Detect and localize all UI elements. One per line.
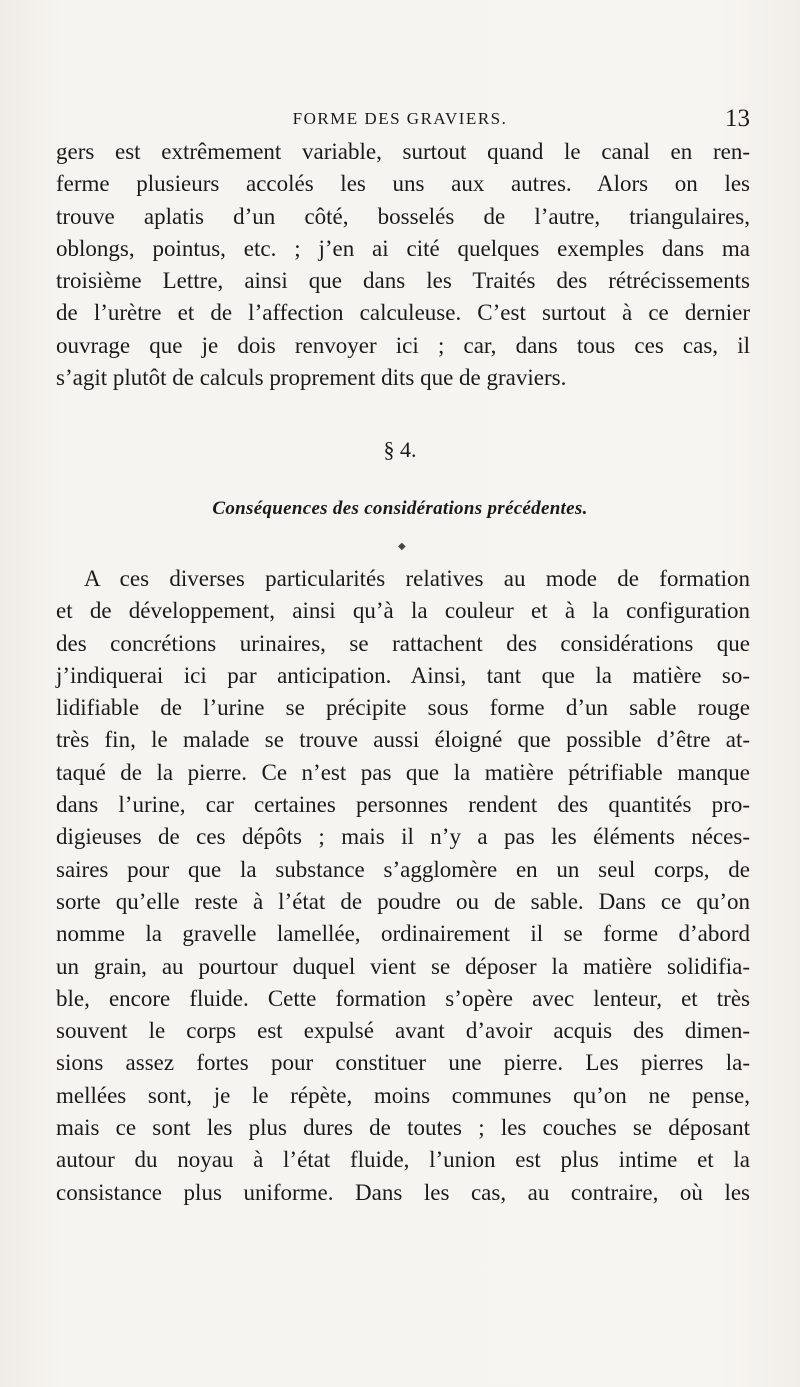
running-head — [40, 107, 760, 137]
text-line: mais ce sont les plus dures de toutes ; les couches se déposant — [56, 1115, 750, 1141]
text-line: A ces diverses particularités relatives au mode de formation — [84, 566, 750, 591]
text-line: très fin, le malade se trouve aussi éloigné que possible d’être at- — [56, 727, 750, 753]
paragraph-main — [56, 563, 750, 1209]
text-line: j’indiquerai ici par anticipation. Ainsi, tant que la matière so- — [56, 662, 750, 688]
text-line: nomme la gravelle lamellée, ordinairement il se forme d’abord — [56, 921, 750, 947]
paragraph-continued — [56, 136, 750, 394]
section-number: § 4. — [383, 437, 417, 462]
text-line: des concrétions urinaires, se rattachent des considérations que — [56, 630, 750, 656]
text-line: trouve aplatis d’un côté, bosselés de l’autre, triangulaires, — [56, 203, 750, 229]
text-line: mellées sont, je le répète, moins communes qu’on ne pense, — [56, 1082, 750, 1108]
text-line: troisième Lettre, ainsi que dans les Traités des rétrécissements — [56, 268, 750, 294]
text-line: ferme plusieurs accolés les uns aux autres. Alors on les — [56, 171, 750, 197]
text-line: ouvrage que je dois renvoyer ici ; car, dans tous ces cas, il — [56, 332, 750, 358]
text-line: de l’urètre et de l’affection calculeuse. C’est surtout à ce dernier — [56, 300, 750, 326]
text-line: digieuses de ces dépôts ; mais il n’y a pas les éléments néces- — [56, 824, 750, 850]
text-line: souvent le corps est expulsé avant d’avoir acquis des dimen- — [56, 1018, 750, 1044]
text-line: dans l’urine, car certaines personnes rendent des quantités pro- — [56, 792, 750, 818]
running-title: FORME DES GRAVIERS. — [292, 109, 508, 128]
text-line: taqué de la pierre. Ce n’est pas que la matière pétrifiable manque — [56, 759, 750, 785]
section-title: Conséquences des considérations précédentes. — [212, 498, 588, 519]
text-line: s’agit plutôt de calculs proprement dits que de graviers. — [56, 365, 567, 391]
text-line: sions assez fortes pour constituer une pierre. Les pierres la- — [56, 1050, 750, 1076]
text-line: consistance plus uniforme. Dans les cas, au contraire, où les — [56, 1179, 750, 1205]
text-line: un grain, au pourtour duquel vient se déposer la matière solidifia- — [56, 953, 750, 979]
text-line: gers est extrêmement variable, surtout quand le canal en ren- — [56, 139, 750, 164]
text-line: ble, encore fluide. Cette formation s’opère avec lenteur, et très — [56, 985, 750, 1011]
text-line: oblongs, pointus, etc. ; j’en ai cité quelques exemples dans ma — [56, 235, 750, 261]
text-line: lidifiable de l’urine se précipite sous forme d’un sable rouge — [56, 695, 750, 721]
page-number: 13 — [725, 105, 750, 132]
text-line: sorte qu’elle reste à l’état de poudre ou de sable. Dans ce qu’on — [56, 888, 750, 914]
text-line: saires pour que la substance s’agglomère en un seul corps, de — [56, 856, 750, 882]
text-line: et de développement, ainsi qu’à la couleur et à la configuration — [56, 598, 750, 624]
text-line: autour du noyau à l’état fluide, l’union est plus intime et la — [56, 1147, 750, 1173]
ornament-mark: ◆ — [398, 541, 406, 552]
